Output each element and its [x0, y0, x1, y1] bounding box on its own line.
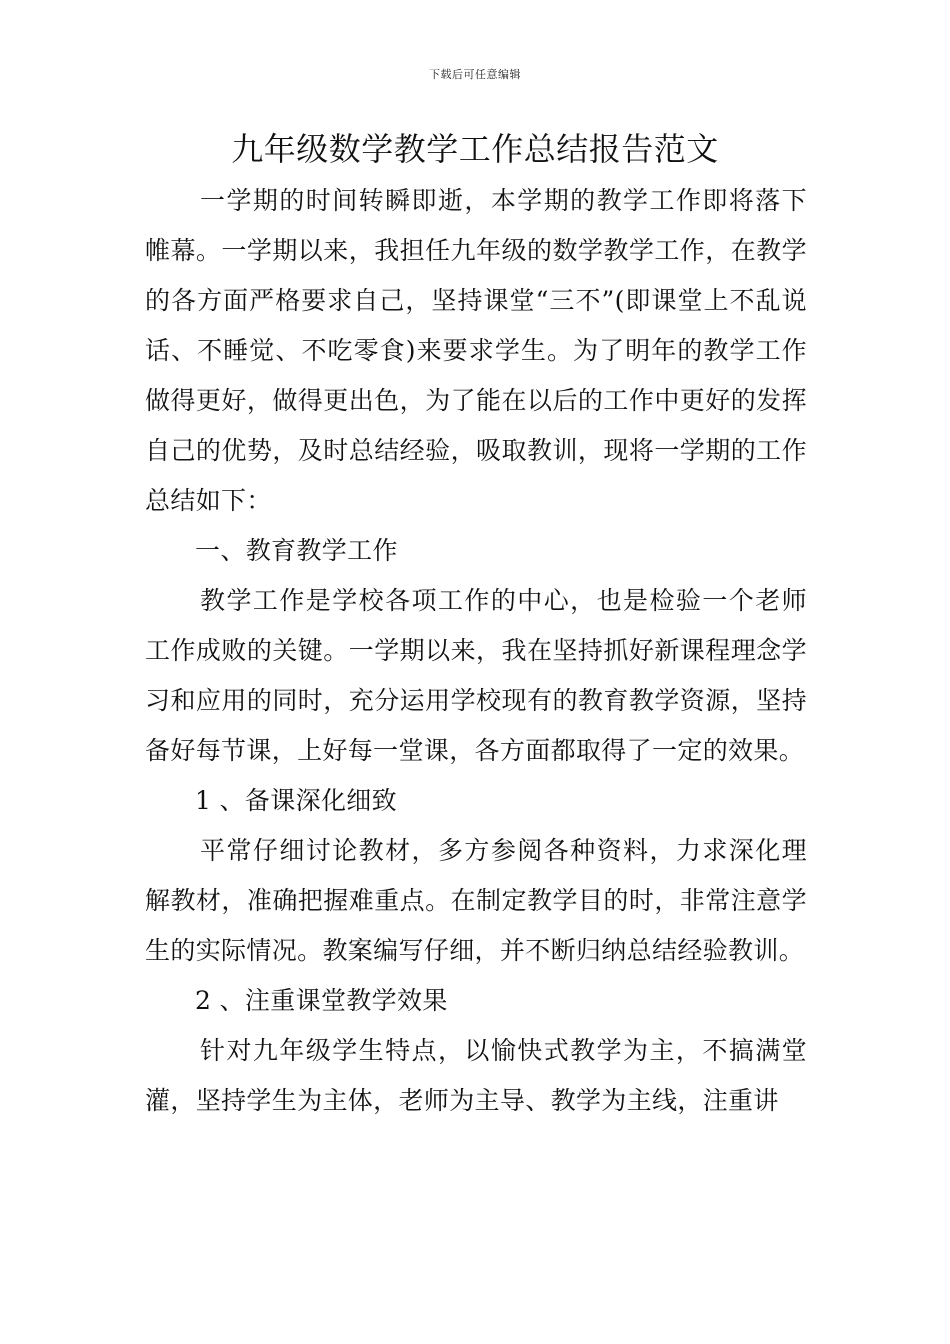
document-body: [145, 176, 807, 1126]
paragraph-teaching-work: 教学工作是学校各项工作的中心，也是检验一个老师工作成败的关键。一学期以来，我在坚持抓好新课程理念学习和应用的同时，充分运用学校现有的教育教学资源，坚持备好每节课，上好每一堂课，各方面都取得了一定的效果。: [145, 586, 807, 765]
subsection-heading-classroom-effect: 2 、注重课堂教学效果: [195, 986, 448, 1015]
header-note: 下载后可任意编辑: [429, 68, 521, 81]
paragraph-intro: 一学期的时间转瞬即逝，本学期的教学工作即将落下帷幕。一学期以来，我担任九年级的数学教学工作，在教学的各方面严格要求自己，坚持课堂“三不”(即课堂上不乱说话、不睡觉、不吃零食)来要求学生。为了明年的教学工作做得更好，做得更出色，为了能在以后的工作中更好的发挥自己的优势，及时总结经验，吸取教训，现将一学期的工作总结如下：: [145, 186, 807, 515]
subsection-heading-lesson-prep: 1 、备课深化细致: [195, 786, 398, 815]
document-title: 九年级数学教学工作总结报告范文: [231, 130, 719, 168]
paragraph-lesson-prep: 平常仔细讨论教材，多方参阅各种资料，力求深化理解教材，准确把握难重点。在制定教学目的时，非常注意学生的实际情况。教案编写仔细，并不断归纳总结经验教训。: [145, 836, 807, 965]
section-heading-teaching-work: 一、教育教学工作: [195, 536, 398, 565]
paragraph-classroom-effect: 针对九年级学生特点，以愉快式教学为主，不搞满堂灌，坚持学生为主体，老师为主导、教学为主线，注重讲: [145, 1036, 807, 1115]
